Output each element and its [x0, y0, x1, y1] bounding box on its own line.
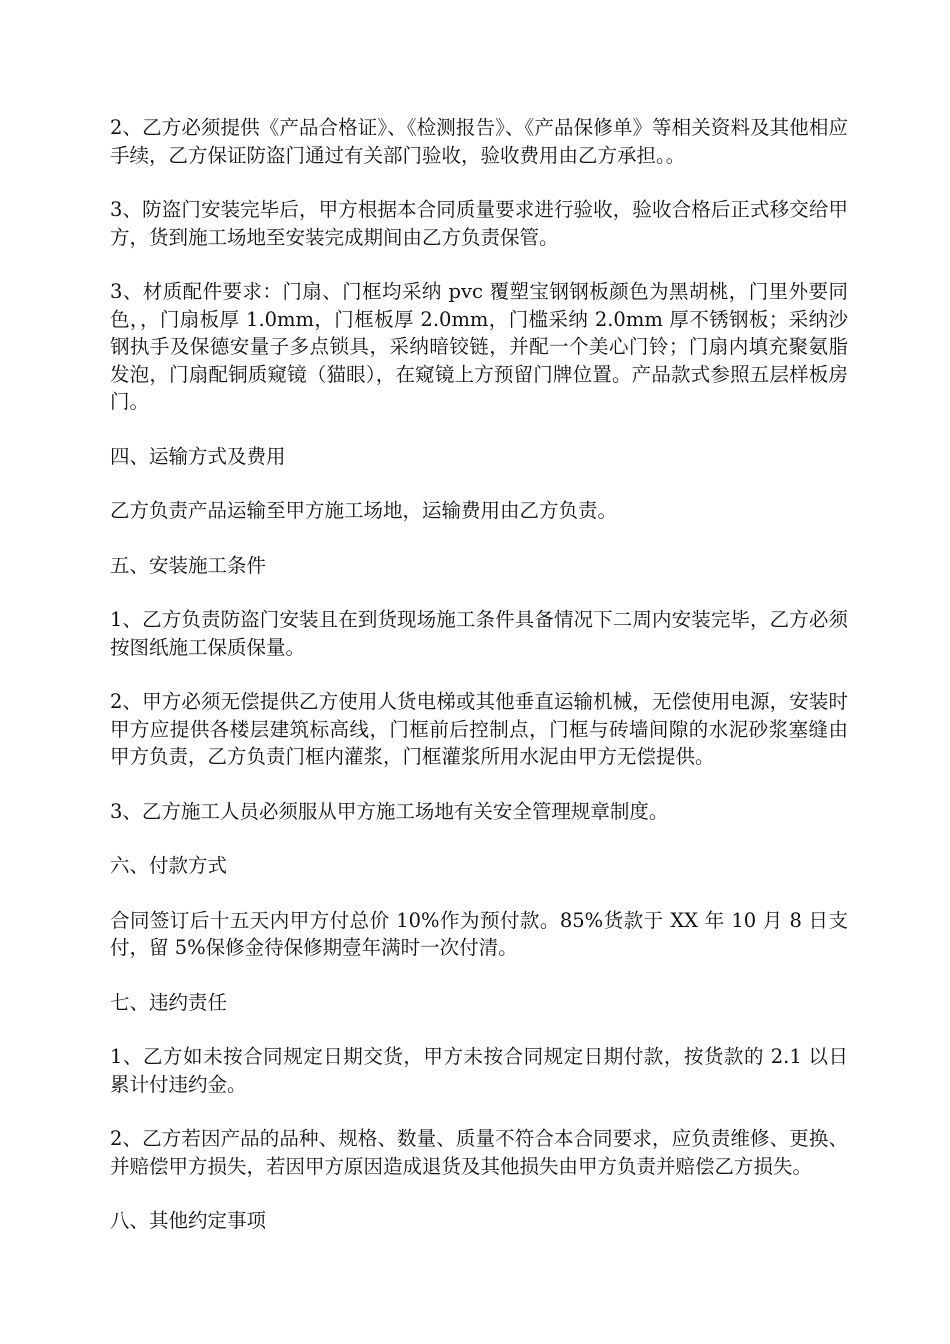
- clause-transport: 乙方负责产品运输至甲方施工场地，运输费用由乙方负责。: [110, 499, 618, 522]
- clause-installation-conditions: 2、甲方必须无偿提供乙方使用人货电梯或其他垂直运输机械，无偿使用电源，安装时甲方应提供各楼层建筑标高线，门框前后控制点，门框与砖墙间隙的水泥砂浆塞缝由甲方负责，乙方负责门框内灌浆，门框灌浆所用水泥由甲方无偿提供。: [110, 690, 848, 768]
- clause-late-penalty: 1、乙方如未按合同规定日期交货，甲方未按合同规定日期付款，按货款的 2.1 以日累计付违约金。: [110, 1045, 848, 1096]
- document-page: [110, 114, 848, 1262]
- section-heading-other: 八、其他约定事项: [110, 1209, 267, 1232]
- clause-acceptance: 3、防盗门安装完毕后，甲方根据本合同质量要求进行验收，验收合格后正式移交给甲方，货到施工场地至安装完成期间由乙方负责保管。: [110, 198, 848, 249]
- clause-payment: 合同签订后十五天内甲方付总价 10%作为预付款。85%货款于 XX 年 10 月 8 日支付，留 5%保修金待保修期壹年满时一次付清。: [110, 908, 848, 959]
- section-heading-installation: 五、安装施工条件: [110, 553, 267, 577]
- clause-quality-documents: 2、乙方必须提供《产品合格证》、《检测报告》、《产品保修单》等相关资料及其他相应手续，乙方保证防盗门通过有关部门验收，验收费用由乙方承担。。: [110, 116, 848, 167]
- section-heading-liability: 七、违约责任: [110, 990, 228, 1014]
- clause-materials: 3、材质配件要求：门扇、门框均采纳 pvc 覆塑宝钢钢板颜色为黑胡桃，门里外要同色，，门扇板厚 1.0mm，门框板厚 2.0mm，门槛采纳 2.0mm 厚不锈钢板；采纳沙钢执手及保德安量子多点锁具，采纳暗铰链，并配一个美心门铃；门扇内填充聚氨脂发泡，门扇配铜质窥镜（猫眼），在窥镜上方预留门牌位置。产品款式参照五层样板房门。: [110, 280, 848, 413]
- clause-installation-schedule: 1、乙方负责防盗门安装且在到货现场施工条件具备情况下二周内安装完毕，乙方必须按图纸施工保质保量。: [110, 608, 848, 659]
- section-heading-transport: 四、运输方式及费用: [110, 444, 286, 468]
- clause-quality-penalty: 2、乙方若因产品的品种、规格、数量、质量不符合本合同要求，应负责维修、更换、并赔偿甲方损失，若因甲方原因造成退货及其他损失由甲方负责并赔偿乙方损失。: [110, 1127, 848, 1178]
- section-heading-payment: 六、付款方式: [110, 854, 228, 877]
- clause-safety: 3、乙方施工人员必须服从甲方施工场地有关安全管理规章制度。: [110, 799, 669, 823]
